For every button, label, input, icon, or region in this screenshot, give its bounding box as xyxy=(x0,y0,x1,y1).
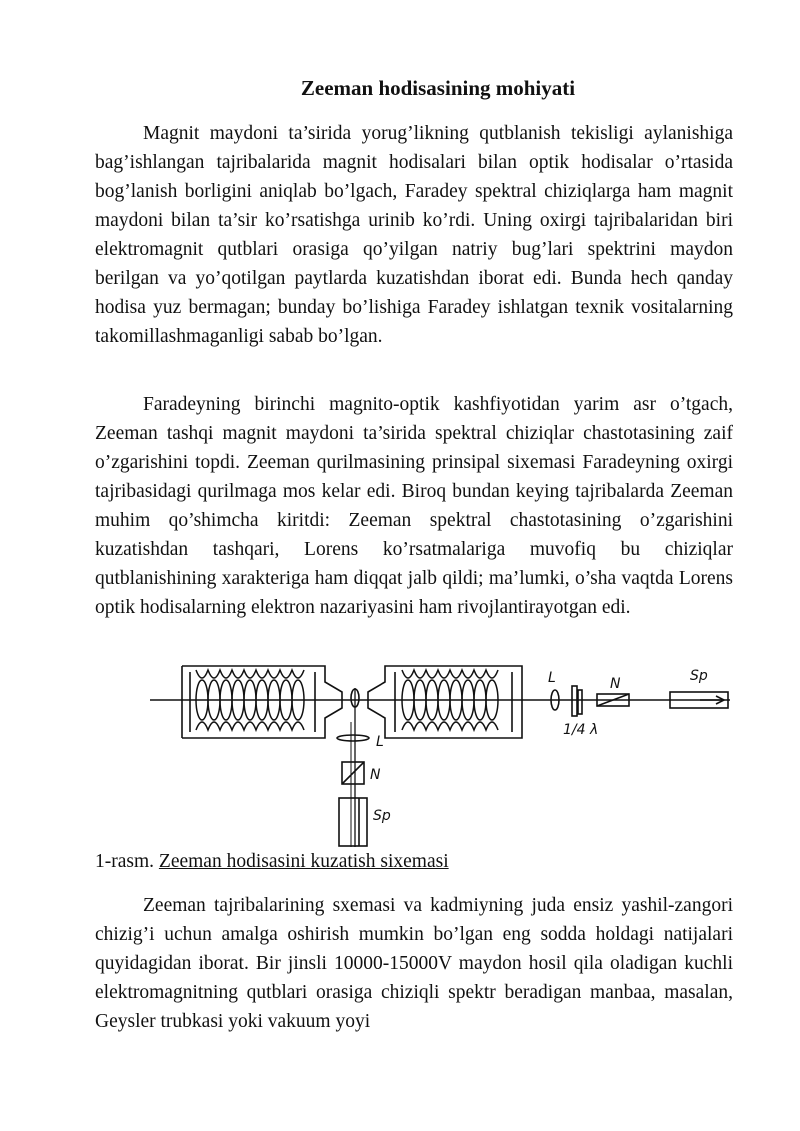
quarter-wave-plate xyxy=(572,686,582,716)
bottom-nicol-prism xyxy=(342,762,364,784)
label-nicol-right: N xyxy=(610,676,621,692)
paragraph-1: Magnit maydoni ta’sirida yorug’likning qutblanish tekisligi aylanishiga bag’ishlangan tajribalarida magnit hodisalari bilan optik hodisalar o’rtasida bog’lanish borligini aniqlab bo’lgach, Faradey spektral chiziqlarga ham magnit maydoni bilan ta’sir ko’rsatishga urinib ko’rdi. Uning oxirgi tajribalaridan biri elektromagnit qutblari orasiga qo’yilgan natriy bug’lari spektrini maydon berilgan va yo’qotilgan paytlarda kuzatishdan iborat edi. Bunda hech qanday hodisa yuz bermagan; bunday bo’lishiga Faradey ishlatgan texnik vositalarning takomillashmaganligi sabab bo’lgan. xyxy=(95,123,733,347)
label-spectroscope-right: Sp xyxy=(690,668,708,684)
zeeman-setup-diagram xyxy=(150,652,740,848)
bottom-lens xyxy=(337,735,369,741)
label-lens-right: L xyxy=(548,670,556,686)
caption-number: 1-rasm. xyxy=(95,851,155,872)
label-lens-bottom: L xyxy=(376,734,384,750)
page-title: Zeeman hodisasining mohiyati xyxy=(300,76,576,100)
left-electromagnet xyxy=(182,666,342,738)
label-quarter-wave: 1/4 λ xyxy=(563,722,599,738)
paragraph-2: Faradeyning birinchi magnito-optik kashfiyotidan yarim asr o’tgach, Zeeman tashqi magnit maydoni ta’sirida spektral chiziqlar chastotasining zaif o’zgarishini topdi. Zeeman qurilmasining prinsipal sixemasi Faradeyning oxirgi tajribasidagi qurilmaga mos kelar edi. Biroq bundan keying tajribalarda Zeeman muhim qo’shimcha kiritdi: Zeeman spektral chastotasining o’zgarishini kuzatishdan tashqari, Lorens ko’rsatmalariga muvofiq bu chiziqlar qutblanishining xarakteriga ham diqqat jalb qildi; ma’lumki, o’sha vaqtda Lorens optik hodisalarning elektron nazariyasini ham rivojlantirayotgan edi. xyxy=(95,394,733,618)
paragraph-3: Zeeman tajribalarining sxemasi va kadmiyning juda ensiz yashil-zangori chizig’i uchun amalga oshirish mumkin bo’lgan eng sodda holdagi natijalari quyidagidan iborat. Bir jinsli 10000-15000V maydon hosil qila oladigan kuchli elektromagnitning qutblari orasiga chiziqli spektr beradigan manbaa, masalan, Geysler trubkasi yoki vakuum yoyi xyxy=(95,895,733,1032)
right-electromagnet xyxy=(368,666,522,738)
label-spectroscope-bottom: Sp xyxy=(373,808,391,824)
bottom-spectroscope xyxy=(339,798,367,846)
figure-caption xyxy=(95,849,449,875)
label-nicol-bottom: N xyxy=(370,767,381,783)
caption-title: Zeeman hodisasini kuzatish sixemasi xyxy=(158,851,449,872)
